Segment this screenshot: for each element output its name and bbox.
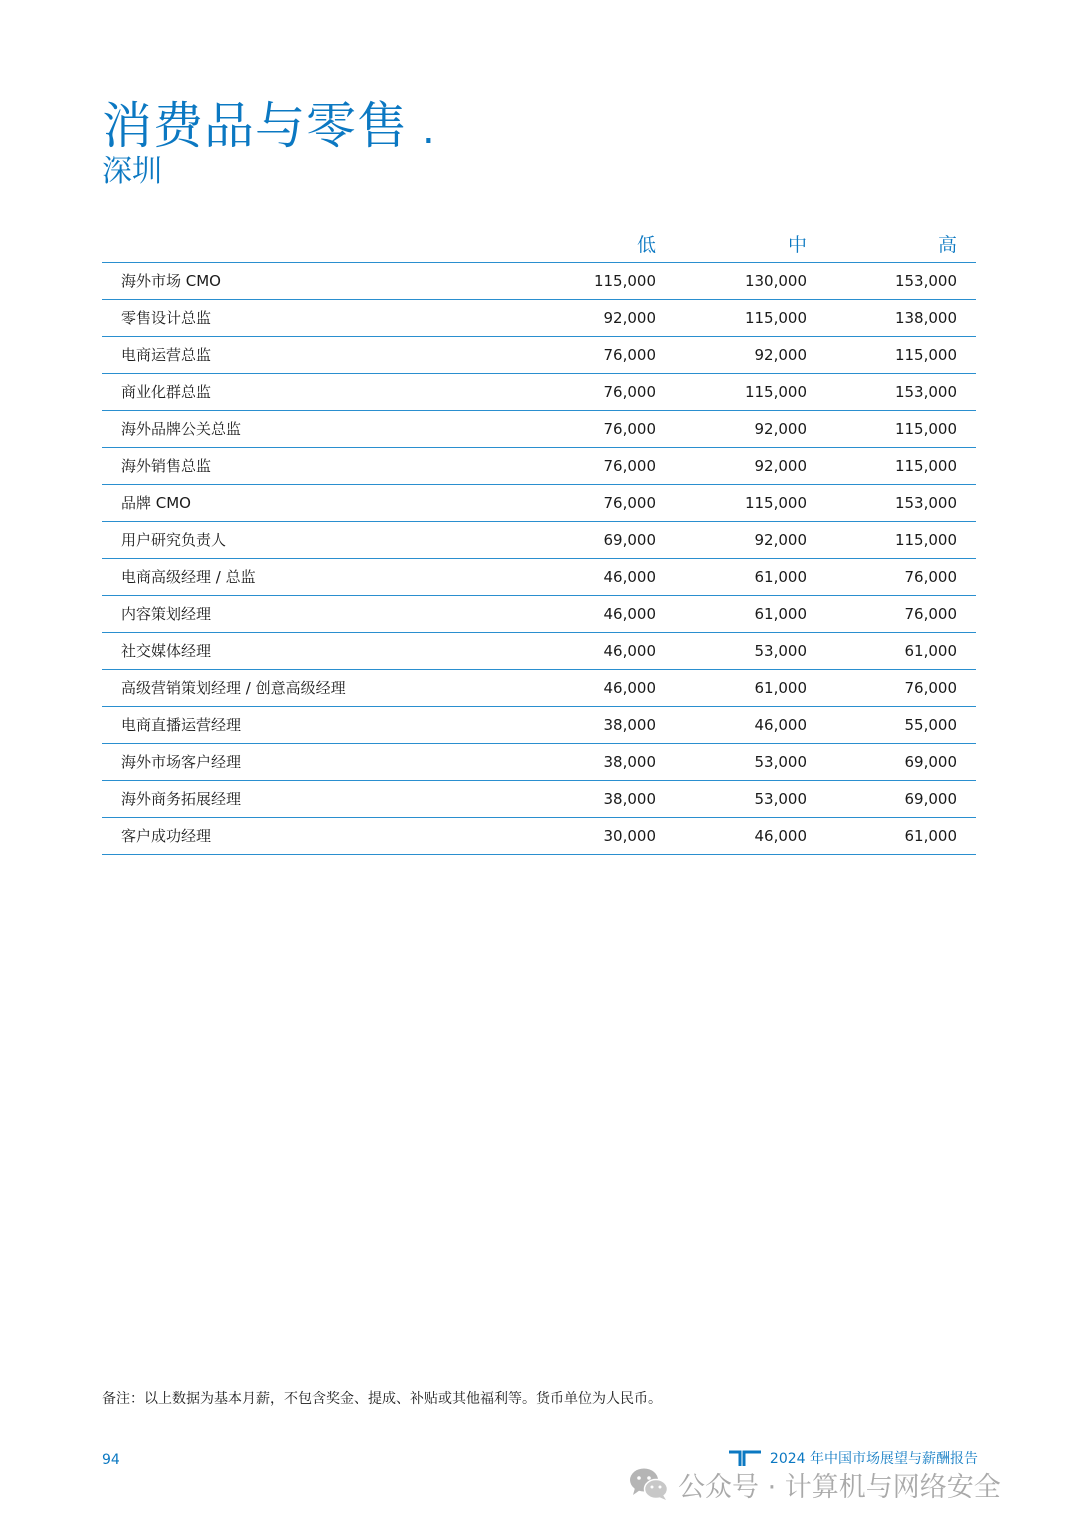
row-name: 海外市场 CMO [121,272,221,290]
row-low: 38,000 [603,716,656,734]
row-low: 46,000 [603,679,656,697]
row-high: 76,000 [904,568,957,586]
row-mid: 61,000 [754,679,807,697]
row-mid: 61,000 [754,568,807,586]
row-high: 138,000 [894,309,957,327]
row-name: 商业化群总监 [121,383,212,401]
table-row [102,707,976,744]
row-name: 电商运营总监 [121,346,212,364]
row-name: 用户研究负责人 [121,531,227,549]
table-row [102,744,976,781]
table-header-row [102,226,976,263]
table-row [102,633,976,670]
table-row [102,818,976,855]
watermark [628,1464,1001,1504]
footer-report-title: 2024 年中国市场展望与薪酬报告 [769,1451,978,1467]
salary-table [102,226,976,855]
row-low: 76,000 [603,457,656,475]
page-subtitle: 深圳 [102,154,162,189]
row-high: 115,000 [894,531,957,549]
watermark-text: 公众号 · 计算机与网络安全 [678,1471,1001,1503]
row-mid: 46,000 [754,827,807,845]
page-title-text: 消费品与零售 [102,97,408,155]
row-name: 内容策划经理 [121,605,212,623]
row-name: 电商高级经理 / 总监 [121,568,256,586]
row-high: 115,000 [894,457,957,475]
row-mid: 115,000 [744,494,807,512]
row-mid: 92,000 [754,457,807,475]
table-row [102,522,976,559]
table-row [102,596,976,633]
row-high: 69,000 [904,790,957,808]
row-mid: 53,000 [754,753,807,771]
row-low: 69,000 [603,531,656,549]
page-title [102,96,436,160]
table-row [102,485,976,522]
row-name: 客户成功经理 [121,827,212,845]
row-low: 92,000 [603,309,656,327]
row-name: 海外市场客户经理 [121,753,242,771]
table-body [102,263,976,855]
row-low: 38,000 [603,790,656,808]
row-low: 76,000 [603,494,656,512]
row-mid: 61,000 [754,605,807,623]
row-name: 海外销售总监 [121,457,212,475]
table-row [102,263,976,300]
row-low: 76,000 [603,420,656,438]
row-mid: 92,000 [754,420,807,438]
table-row [102,781,976,818]
row-mid: 130,000 [744,272,807,290]
row-high: 153,000 [894,494,957,512]
row-high: 69,000 [904,753,957,771]
header-low: 低 [636,234,656,256]
row-mid: 53,000 [754,642,807,660]
row-high: 76,000 [904,605,957,623]
row-low: 76,000 [603,383,656,401]
row-low: 30,000 [603,827,656,845]
page-number: 94 [102,1452,120,1468]
table-row [102,670,976,707]
row-high: 153,000 [894,272,957,290]
row-name: 社交媒体经理 [121,642,212,660]
row-low: 46,000 [603,568,656,586]
row-low: 46,000 [603,605,656,623]
footnote: 备注：以上数据为基本月薪，不包含奖金、提成、补贴或其他福利等。货币单位为人民币。 [102,1391,662,1407]
row-name: 海外商务拓展经理 [121,790,242,808]
table-row [102,559,976,596]
row-low: 38,000 [603,753,656,771]
row-mid: 92,000 [754,346,807,364]
table-row [102,448,976,485]
row-low: 76,000 [603,346,656,364]
row-high: 61,000 [904,827,957,845]
row-name: 零售设计总监 [121,309,212,327]
row-high: 153,000 [894,383,957,401]
row-high: 55,000 [904,716,957,734]
row-mid: 115,000 [744,309,807,327]
table-row [102,374,976,411]
row-low: 115,000 [593,272,656,290]
table-row [102,411,976,448]
table-row [102,337,976,374]
row-mid: 46,000 [754,716,807,734]
row-high: 115,000 [894,346,957,364]
row-low: 46,000 [603,642,656,660]
table-row [102,300,976,337]
wechat-icon [628,1466,670,1502]
row-high: 76,000 [904,679,957,697]
header-mid: 中 [787,234,807,256]
row-mid: 53,000 [754,790,807,808]
header-high: 高 [937,234,957,256]
row-name: 高级营销策划经理 / 创意高级经理 [121,679,346,697]
row-high: 115,000 [894,420,957,438]
page-title-dot: . [422,107,436,153]
row-name: 海外品牌公关总监 [121,420,242,438]
row-mid: 92,000 [754,531,807,549]
row-name: 品牌 CMO [121,494,191,512]
row-high: 61,000 [904,642,957,660]
row-name: 电商直播运营经理 [121,716,242,734]
row-mid: 115,000 [744,383,807,401]
